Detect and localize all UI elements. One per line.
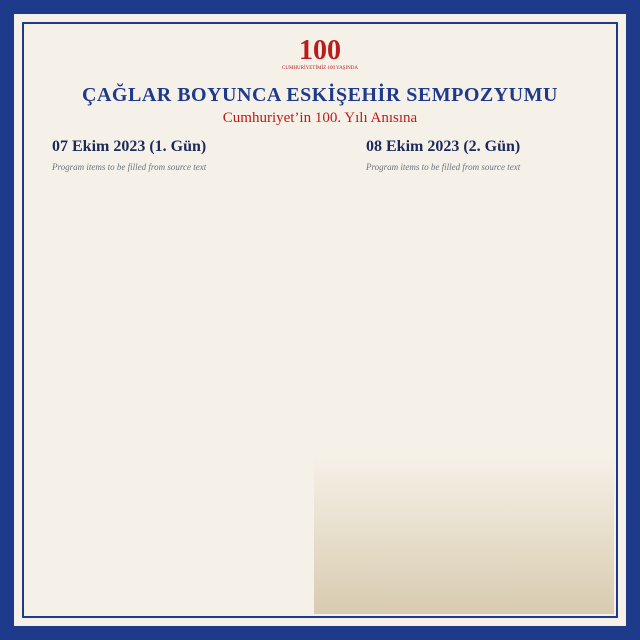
day1-placeholder: Program items to be filled from source text xyxy=(52,162,207,172)
day1-column xyxy=(52,138,322,179)
historic-skyline-illustration xyxy=(314,454,614,614)
day2-heading: 08 Ekim 2023 (2. Gün) xyxy=(366,138,521,155)
emblem-caption: CUMHURİYETİMİZ 100 YAŞINDA xyxy=(282,66,358,71)
day2-placeholder: Program items to be filled from source text xyxy=(366,162,521,172)
day1-heading: 07 Ekim 2023 (1. Gün) xyxy=(52,138,207,155)
emblem-number: 100 xyxy=(299,35,341,66)
page-subtitle: Cumhuriyet’in 100. Yılı Anısına xyxy=(222,110,418,126)
day2-column xyxy=(366,138,636,179)
centennial-emblem xyxy=(275,36,365,76)
page-title: ÇAĞLAR BOYUNCA ESKİŞEHİR SEMPOZYUMU xyxy=(82,84,558,106)
